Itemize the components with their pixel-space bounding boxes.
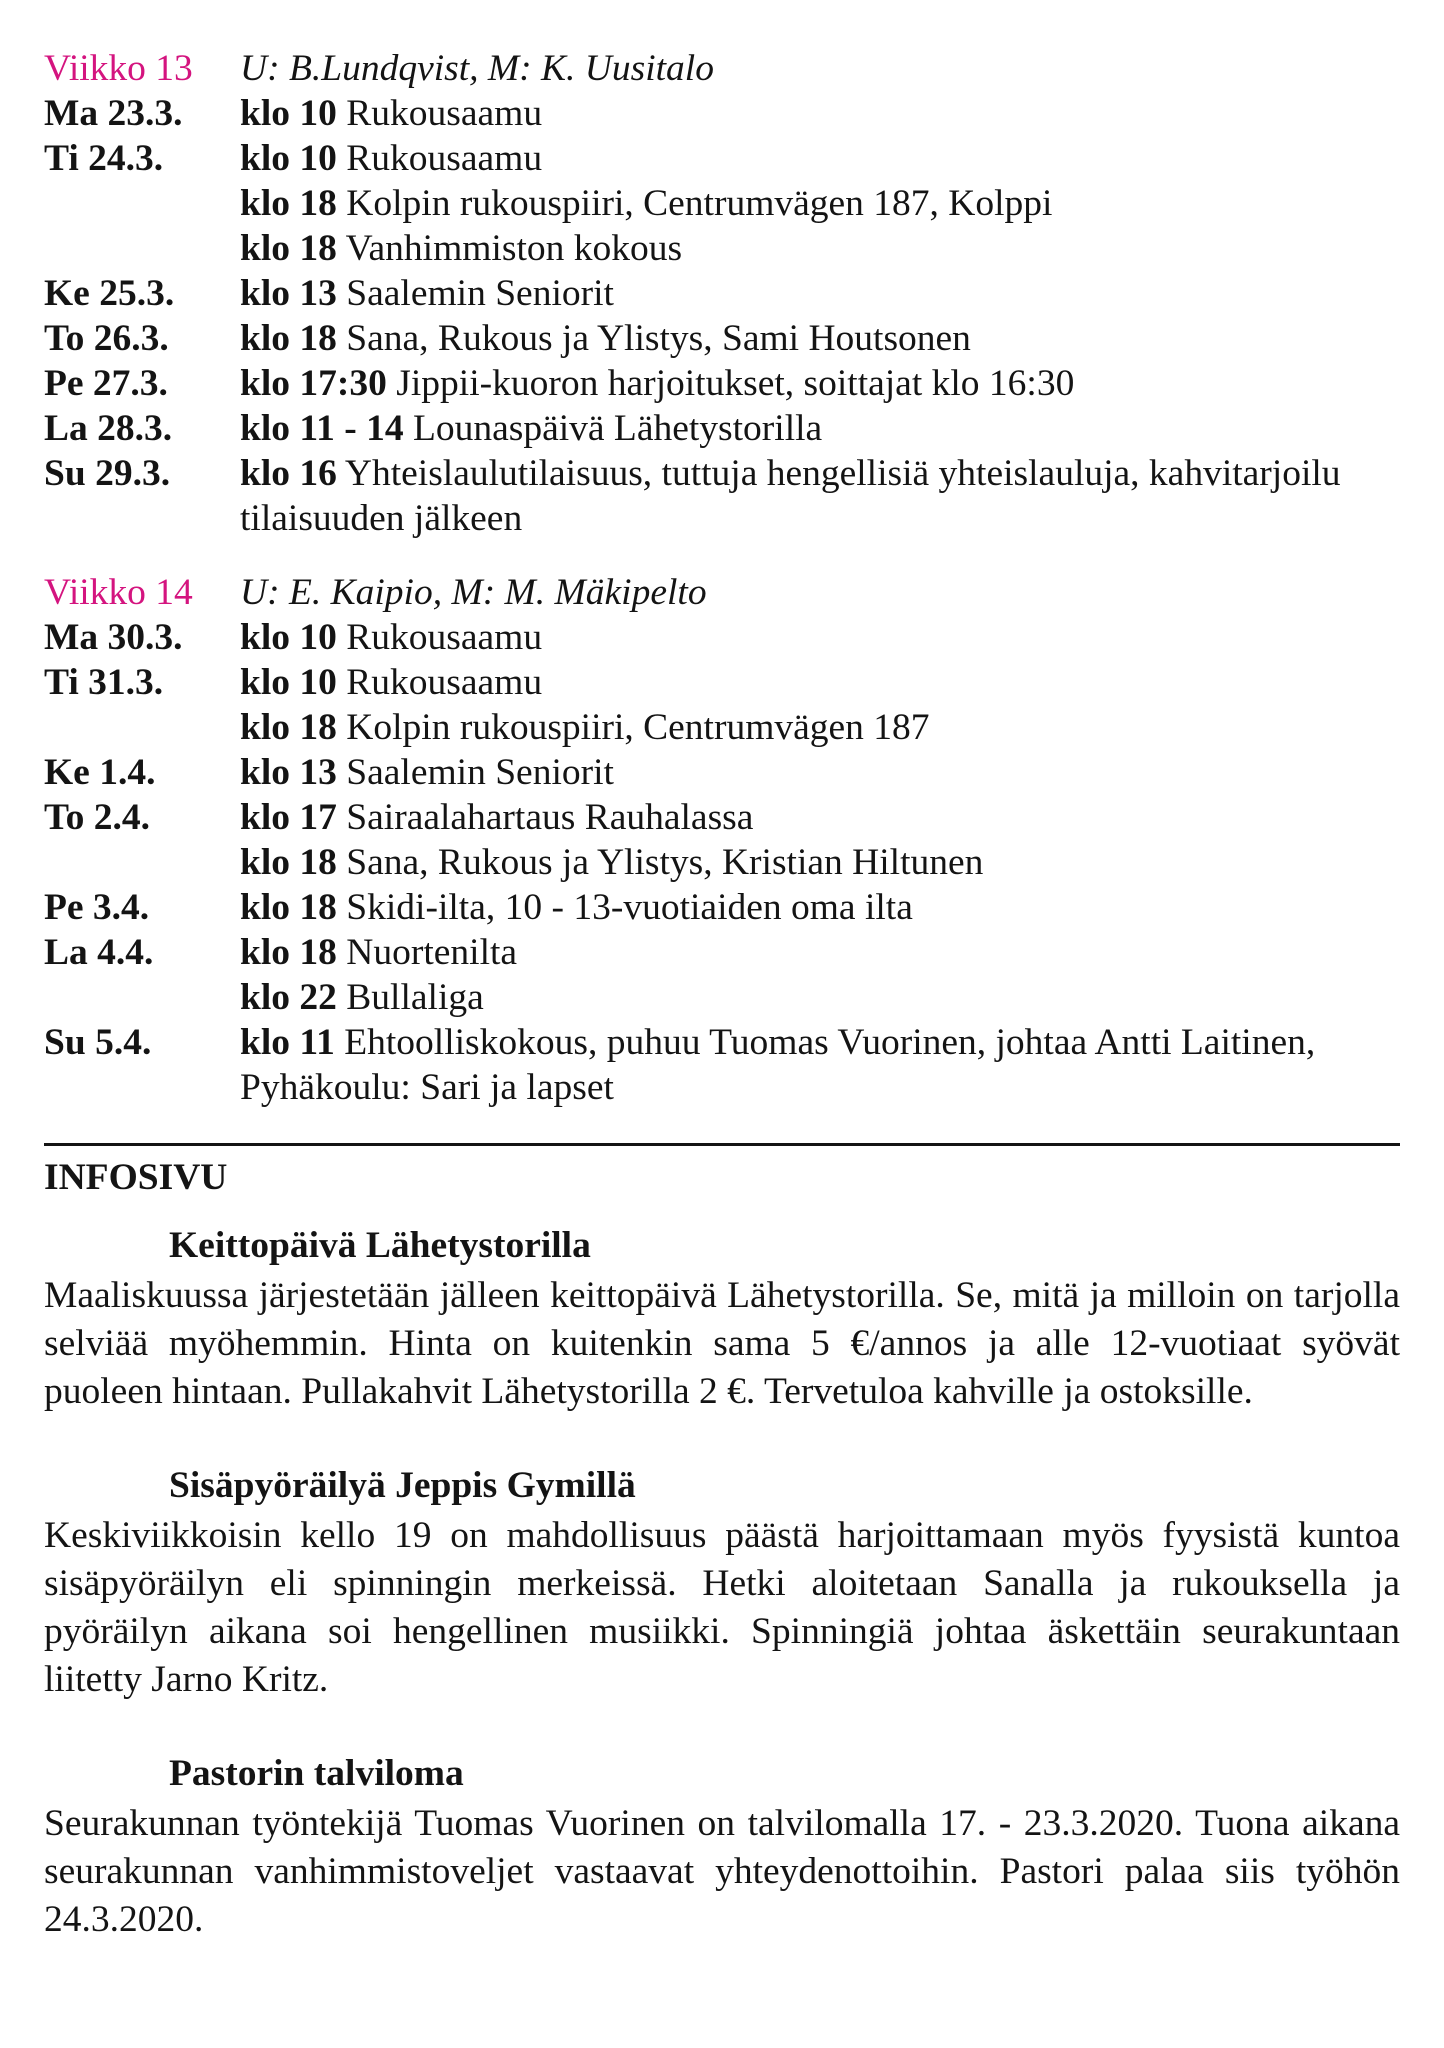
entry-text: Skidi-ilta, 10 - 13-vuotiaiden oma ilta: [336, 887, 913, 928]
entry-text: Rukousaamu: [336, 93, 543, 134]
entry-text: Rukousaamu: [336, 617, 543, 658]
week-header: [44, 46, 1400, 91]
week-14-schedule: [44, 570, 1400, 1110]
entry-description: [240, 91, 1400, 136]
entry-day: Pe 27.3.: [44, 363, 168, 404]
entry-text: Sana, Rukous ja Ylistys, Sami Houtsonen: [336, 318, 971, 359]
entry-text: Saalemin Seniorit: [336, 752, 614, 793]
week-13-schedule: [44, 46, 1400, 541]
info-article: [44, 1222, 1400, 1416]
article-title: Keittopäivä Lähetystorilla: [169, 1225, 591, 1266]
entry-description: [240, 226, 1400, 271]
entry-text: Lounaspäivä Lähetystorilla: [403, 408, 823, 449]
week-label: Viikko 13: [44, 48, 193, 89]
article-body: Seurakunnan työntekijä Tuomas Vuorinen on talvilomalla 17. - 23.3.2020. Tuona aikana seurakunnan vanhimmistoveljet vastaavat yhteydenottoihin. Pastori palaa siis työhön 24.3.2020.: [44, 1803, 1400, 1940]
entry-description: [240, 361, 1400, 406]
week-leaders: U: E. Kaipio, M: M. Mäkipelto: [240, 572, 707, 613]
info-article: [44, 1750, 1400, 1944]
schedule-entry: [44, 885, 1400, 930]
entry-day: To 2.4.: [44, 797, 150, 838]
schedule-entry: [44, 136, 1400, 181]
schedule-entry: [44, 975, 1400, 1020]
entry-text: Sana, Rukous ja Ylistys, Kristian Hiltunen: [336, 842, 984, 883]
article-title: Pastorin talviloma: [169, 1753, 464, 1794]
entry-text: Kolpin rukouspiiri, Centrumvägen 187, Kolppi: [336, 183, 1053, 224]
schedule-entry: [44, 361, 1400, 406]
entry-day: Ke 1.4.: [44, 752, 156, 793]
entry-time: klo 18: [240, 707, 337, 748]
entry-description: [240, 885, 1400, 930]
entry-time: klo 22: [240, 977, 337, 1018]
entry-text: Yhteislaulutilaisuus, tuttuja hengellisiä yhteislauluja, kahvitarjoilu tilaisuuden jälkeen: [240, 453, 1341, 539]
entry-time: klo 17: [240, 797, 337, 838]
entry-day: [44, 975, 240, 1020]
entry-text: Bullaliga: [336, 977, 484, 1018]
entry-day: Ma 30.3.: [44, 617, 183, 658]
entry-description: [240, 750, 1400, 795]
schedule-entry: [44, 795, 1400, 840]
entry-text: Ehtoolliskokous, puhuu Tuomas Vuorinen, johtaa Antti Laitinen, Pyhäkoulu: Sari ja lapset: [240, 1022, 1316, 1108]
entry-description: [240, 795, 1400, 840]
article-body: Keskiviikkoisin kello 19 on mahdollisuus päästä harjoittamaan myös fyysistä kuntoa sisäpyöräilyn eli spinningin merkeissä. Hetki aloitetaan Sanalla ja rukouksella ja pyöräilyn aikana soi hengellinen musiikki. Spinningiä johtaa äskettäin seurakuntaan liitetty Jarno Kritz.: [44, 1515, 1400, 1700]
entry-time: klo 11: [240, 1022, 335, 1063]
article-title: Sisäpyöräilyä Jeppis Gymillä: [169, 1465, 636, 1506]
entry-time: klo 18: [240, 183, 337, 224]
entry-day: Su 29.3.: [44, 453, 171, 494]
entry-time: klo 13: [240, 752, 337, 793]
entry-description: [240, 615, 1400, 660]
entry-day: La 28.3.: [44, 408, 173, 449]
entry-time: klo 17:30: [240, 363, 387, 404]
entry-text: Sairaalahartaus Rauhalassa: [336, 797, 754, 838]
entry-description: [240, 181, 1400, 226]
entry-text: Jippii-kuoron harjoitukset, soittajat klo 16:30: [386, 363, 1075, 404]
entry-time: klo 10: [240, 93, 337, 134]
entry-description: [240, 271, 1400, 316]
entry-text: Rukousaamu: [336, 662, 543, 703]
schedule-entry: [44, 840, 1400, 885]
schedule-entry: [44, 930, 1400, 975]
entry-text: Kolpin rukouspiiri, Centrumvägen 187: [336, 707, 930, 748]
week-header: [44, 570, 1400, 615]
entry-text: Nuortenilta: [336, 932, 518, 973]
schedule-entry: [44, 705, 1400, 750]
entry-day: Ke 25.3.: [44, 273, 175, 314]
schedule-entry: [44, 271, 1400, 316]
entry-text: Rukousaamu: [336, 138, 543, 179]
entry-time: klo 10: [240, 138, 337, 179]
entry-time: klo 18: [240, 887, 337, 928]
schedule-entry: [44, 1020, 1400, 1110]
entry-time: klo 18: [240, 932, 337, 973]
entry-day: [44, 840, 240, 885]
schedule-entry: [44, 226, 1400, 271]
info-heading: INFOSIVU: [44, 1157, 228, 1198]
entry-day: Su 5.4.: [44, 1022, 152, 1063]
entry-description: [240, 975, 1400, 1020]
entry-description: [240, 930, 1400, 975]
entry-description: [240, 316, 1400, 361]
schedule-entry: [44, 91, 1400, 136]
schedule-entry: [44, 750, 1400, 795]
entry-time: klo 18: [240, 842, 337, 883]
entry-time: klo 10: [240, 617, 337, 658]
info-article: [44, 1462, 1400, 1704]
schedule-entry: [44, 316, 1400, 361]
week-label: Viikko 14: [44, 572, 193, 613]
entry-day: [44, 181, 240, 226]
entry-description: [240, 1020, 1400, 1110]
schedule-entry: [44, 181, 1400, 226]
entry-day: To 26.3.: [44, 318, 169, 359]
entry-day: Ti 24.3.: [44, 138, 164, 179]
entry-time: klo 11 - 14: [240, 408, 404, 449]
entry-description: [240, 451, 1400, 541]
entry-description: [240, 136, 1400, 181]
entry-time: klo 10: [240, 662, 337, 703]
entry-day: [44, 705, 240, 750]
entry-day: [44, 226, 240, 271]
entry-description: [240, 660, 1400, 705]
entry-day: Ti 31.3.: [44, 662, 164, 703]
entry-text: Saalemin Seniorit: [336, 273, 614, 314]
schedule-entry: [44, 615, 1400, 660]
entry-time: klo 13: [240, 273, 337, 314]
entry-text: Vanhimmiston kokous: [336, 228, 683, 269]
week-leaders: U: B.Lundqvist, M: K. Uusitalo: [240, 48, 714, 89]
entry-time: klo 18: [240, 318, 337, 359]
entry-time: klo 16: [240, 453, 337, 494]
article-body: Maaliskuussa järjestetään jälleen keittopäivä Lähetystorilla. Se, mitä ja milloin on tarjolla selviää myöhemmin. Hinta on kuitenkin sama 5 €/annos ja alle 12-vuotiaat syövät puoleen hintaan. Pullakahvit Lähetystorilla 2 €. Tervetuloa kahville ja ostoksille.: [44, 1275, 1400, 1412]
entry-description: [240, 840, 1400, 885]
entry-day: Ma 23.3.: [44, 93, 183, 134]
entry-description: [240, 406, 1400, 451]
entry-time: klo 18: [240, 228, 337, 269]
entry-day: La 4.4.: [44, 932, 154, 973]
schedule-entry: [44, 451, 1400, 541]
section-divider: [44, 1143, 1400, 1146]
entry-day: Pe 3.4.: [44, 887, 150, 928]
bulletin-page: [44, 46, 1400, 1944]
entry-description: [240, 705, 1400, 750]
schedule-entry: [44, 660, 1400, 705]
schedule-entry: [44, 406, 1400, 451]
